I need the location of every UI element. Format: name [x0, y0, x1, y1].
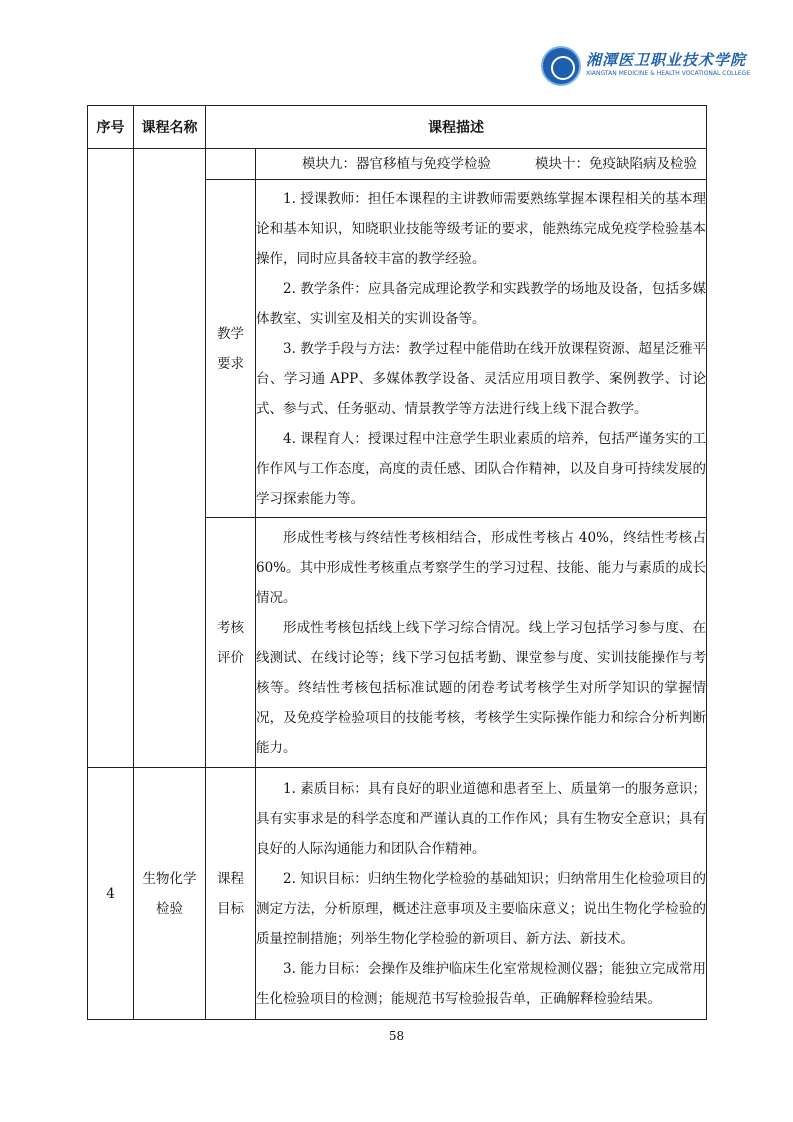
- paragraph: 形成性考核与终结性考核相结合，形成性考核占 40%，终结性考核占 60%。其中形成性考核重点考察学生的学习过程、技能、能力与素质的成长情况。: [256, 529, 706, 606]
- table-header-row: [88, 106, 707, 149]
- paragraph: 2. 教学条件：应具备完成理论教学和实践教学的场地及设备，包括多媒体教室、实训室及相关的实训设备等。: [256, 280, 706, 327]
- paragraph: 4. 课程育人：授课过程中注意学生职业素质的培养，包括严谨务实的工作作风与工作态度，高度的责任感、团队合作精神，以及自身可持续发展的学习探索能力等。: [256, 430, 706, 507]
- modules-cell: [256, 149, 707, 180]
- paragraph: 1. 授课教师：担任本课程的主讲教师需要熟练掌握本课程相关的基本理论和基本知识，知晓职业技能等级考证的要求，能熟练完成免疫学检验基本操作，同时应具备较丰富的教学经验。: [256, 190, 706, 267]
- course-number: 4: [88, 768, 134, 1020]
- sub-label-cell: [206, 149, 256, 180]
- course-goal-text: [256, 768, 707, 1020]
- table-row: [88, 768, 707, 1020]
- teaching-req-text: [256, 180, 707, 518]
- paragraph: 2. 知识目标：归纳生物化学检验的基础知识；归纳常用生化检验项目的测定方法，分析原理，概述注意事项及主要临床意义；说出生物化学检验的质量控制措施；列举生物化学检验的新项目、新方法、新技术。: [256, 870, 706, 947]
- module-item: 模块十：免疫缺陷病及检验: [535, 156, 697, 172]
- course-goal-label: 课程 目标: [206, 768, 256, 1020]
- header-course-name: 课程名称: [134, 106, 206, 149]
- paragraph: 1. 素质目标：具有良好的职业道德和患者至上、质量第一的服务意识；具有实事求是的科学态度和严谨认真的工作作风；具有生物安全意识；具有良好的人际沟通能力和团队合作精神。: [256, 780, 706, 857]
- paragraph: 3. 能力目标：会操作及维护临床生化室常规检测仪器；能独立完成常用生化检验项目的检测；能规范书写检验报告单，正确解释检验结果。: [256, 960, 706, 1007]
- module-item: 模块九：器官移植与免疫学检验: [302, 156, 491, 172]
- header-course-desc: 课程描述: [206, 106, 707, 149]
- college-logo: [541, 46, 751, 90]
- course-name-cell: [134, 149, 206, 768]
- assessment-text: [256, 518, 707, 768]
- course-description-table: [87, 105, 707, 1020]
- paragraph: 3. 教学手段与方法：教学过程中能借助在线开放课程资源、超星泛雅平台、学习通 APP、多媒体教学设备、灵活应用项目教学、案例教学、讨论式、参与式、任务驱动、情景教学等方法进行线上线下混合教学。: [256, 340, 706, 417]
- teaching-req-label: 教学 要求: [206, 180, 256, 518]
- index-cell: [88, 149, 134, 768]
- paragraph: 形成性考核包括线上线下学习综合情况。线上学习包括学习参与度、在线测试、在线讨论等；线下学习包括考勤、课堂参与度、实训技能操作与考核等。终结性考核包括标准试题的闭卷考试考核学生对所学知识的掌握情况，及免疫学检验项目的技能考核，考核学生实际操作能力和综合分析判断能力。: [256, 619, 706, 756]
- course-name: 生物化学 检验: [134, 768, 206, 1020]
- college-emblem-icon: [541, 46, 581, 86]
- logo-text-en: XIANGTAN MEDICINE & HEALTH VOCATIONAL COLLEGE: [586, 70, 751, 77]
- table-row: [88, 149, 707, 180]
- assessment-label: 考核 评价: [206, 518, 256, 768]
- header-index: 序号: [88, 106, 134, 149]
- page-number: 58: [388, 1029, 405, 1043]
- logo-text-cn: 湘潭医卫职业技术学院: [586, 51, 747, 69]
